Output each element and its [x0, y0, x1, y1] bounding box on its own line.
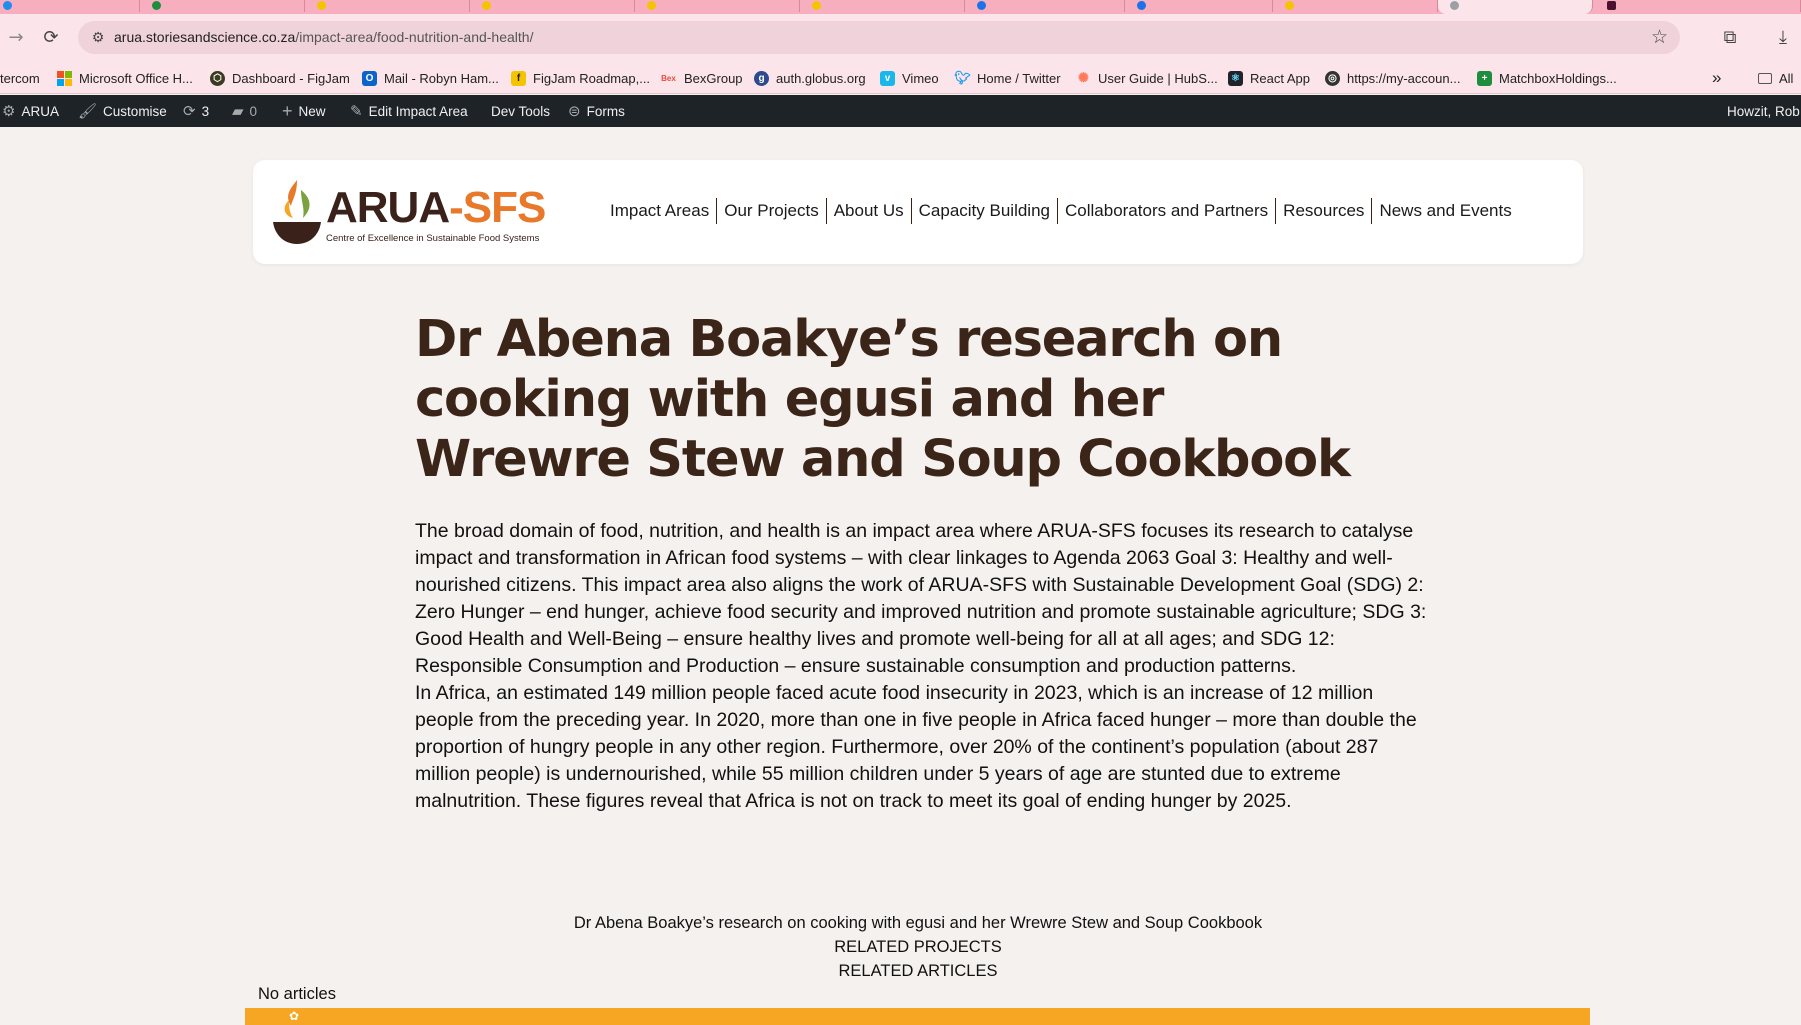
- bookmark-item[interactable]: [1325, 68, 1460, 88]
- bookmark-item[interactable]: [362, 68, 499, 88]
- admin-new-link[interactable]: [282, 95, 326, 127]
- bookmark-item[interactable]: [754, 68, 866, 88]
- site-settings-icon[interactable]: ⚙: [91, 30, 105, 46]
- hubspot-icon: ✺: [1078, 70, 1089, 85]
- bookmarks-bar: [0, 62, 1801, 94]
- related-projects-heading: RELATED PROJECTS: [834, 938, 1002, 956]
- admin-site-name: ARUA: [21, 103, 59, 119]
- browser-tab[interactable]: [1125, 0, 1273, 12]
- bowl-flame-icon: [271, 178, 323, 248]
- bookmark-label: Mail - Robyn Ham...: [384, 70, 499, 86]
- updates-count: 3: [201, 103, 210, 119]
- site-dashboard-icon: ⚙: [2, 103, 16, 120]
- bookmark-item[interactable]: [660, 68, 743, 88]
- bookmark-star-icon[interactable]: ☆: [1650, 26, 1668, 48]
- folder-icon: [1758, 73, 1772, 84]
- extensions-icon[interactable]: ⧉: [1723, 26, 1737, 48]
- browser-tab-active[interactable]: [1438, 0, 1593, 14]
- featured-title[interactable]: Dr Abena Boakye’s research on cooking with egusi and her Wrewre Stew and Soup Cookbook: [573, 914, 1263, 932]
- nav-news-events[interactable]: News and Events: [1379, 201, 1512, 220]
- vimeo-icon: v: [880, 71, 895, 86]
- admin-forms-label: Forms: [586, 103, 625, 119]
- bookmark-label: User Guide | HubS...: [1098, 70, 1218, 86]
- admin-forms-link[interactable]: [568, 95, 625, 127]
- nav-impact-areas[interactable]: Impact Areas: [610, 201, 710, 220]
- download-icon[interactable]: ⤓: [1779, 26, 1787, 48]
- bookmark-label: FigJam Roadmap,...: [533, 70, 651, 86]
- address-url[interactable]: [114, 29, 533, 45]
- pencil-icon: ✎: [350, 103, 363, 120]
- bookmark-label: tercom: [0, 70, 40, 86]
- admin-account-link[interactable]: [1727, 95, 1800, 127]
- bookmark-label: Microsoft Office H...: [79, 70, 193, 86]
- more-bookmarks-icon[interactable]: »: [1712, 68, 1722, 87]
- admin-customise-link[interactable]: [78, 95, 167, 127]
- admin-new-label: New: [298, 103, 326, 119]
- browser-tab[interactable]: [470, 0, 635, 12]
- sheets-icon: +: [1477, 71, 1492, 86]
- figjam-icon: f: [511, 71, 526, 86]
- browser-tab[interactable]: [0, 0, 140, 12]
- bookmark-label: auth.globus.org: [776, 70, 866, 86]
- brush-icon: 🖌︎: [78, 103, 98, 120]
- admin-updates-link[interactable]: [183, 95, 209, 127]
- wp-admin-bar: [0, 95, 1801, 127]
- article-paragraph: The broad domain of food, nutrition, and health is an impact area where ARUA-SFS focuses its research to catalyse impact and transformation in African food systems – with clear linkages to Agenda 2063 Goal 3: Healthy and well-nourished citizens. This impact area also aligns the work of ARUA-SFS with Sustainable Development Goal (SDG) 2: Zero Hunger – end hunger, achieve food security and improved nutrition and promote sustainable agriculture; SDG 3: Good Health and Well-Being – ensure healthy lives and promote well-being for all at all ages; and SDG 12: Responsible Consumption and Production – ensure sustainable consumption and production patterns.: [415, 520, 1427, 677]
- bookmark-item[interactable]: [955, 68, 1061, 88]
- admin-site-link[interactable]: [2, 95, 59, 127]
- footer: [245, 1008, 1590, 1025]
- bookmark-item[interactable]: [1228, 68, 1310, 88]
- browser-tab[interactable]: [140, 0, 305, 12]
- globe-icon: ◎: [1325, 71, 1340, 86]
- bex-icon: Bex: [661, 73, 676, 83]
- updates-icon: ⟳: [183, 103, 196, 120]
- admin-customise-label: Customise: [103, 103, 167, 119]
- comment-icon: ▰: [232, 103, 244, 120]
- nav-collaborators-partners[interactable]: Collaborators and Partners: [1065, 201, 1269, 220]
- twitter-icon: 🐦︎: [954, 70, 971, 85]
- browser-tab-strip: [0, 0, 1801, 14]
- admin-devtools-link[interactable]: [491, 95, 550, 127]
- bookmark-item[interactable]: [210, 68, 350, 88]
- related-articles-heading: RELATED ARTICLES: [838, 962, 998, 980]
- url-host: arua.storiesandscience.co.za: [114, 29, 296, 45]
- admin-comments-link[interactable]: [232, 95, 257, 127]
- browser-tab[interactable]: [635, 0, 800, 12]
- microsoft-icon: [57, 71, 72, 86]
- site-logo[interactable]: [271, 178, 546, 250]
- logo-text-sfs: -SFS: [449, 183, 546, 232]
- admin-edit-label: Edit Impact Area: [368, 103, 468, 119]
- globus-icon: g: [754, 71, 769, 86]
- address-bar[interactable]: [78, 21, 1680, 54]
- bookmark-label: Vimeo: [902, 70, 939, 86]
- forms-icon: ⊜: [568, 103, 581, 120]
- bookmark-item[interactable]: [880, 68, 939, 88]
- reload-icon[interactable]: ⟳: [43, 26, 59, 48]
- plus-icon: +: [282, 100, 293, 121]
- bookmark-item[interactable]: [1477, 68, 1617, 88]
- browser-tab[interactable]: [1273, 0, 1438, 12]
- admin-greeting: Howzit, Rob: [1727, 103, 1800, 119]
- browser-tab[interactable]: [1593, 0, 1801, 12]
- browser-tab[interactable]: [305, 0, 470, 12]
- nav-our-projects[interactable]: Our Projects: [724, 201, 819, 220]
- bookmark-label: Dashboard - FigJam: [232, 70, 350, 86]
- comments-count: 0: [249, 103, 258, 119]
- logo-tagline: Centre of Excellence in Sustainable Food Systems: [326, 233, 540, 244]
- bookmark-item[interactable]: [57, 68, 193, 88]
- browser-toolbar: [0, 14, 1801, 62]
- nav-resources[interactable]: Resources: [1283, 201, 1365, 220]
- admin-edit-link[interactable]: [350, 95, 468, 127]
- forward-icon[interactable]: →: [8, 26, 24, 48]
- bookmark-label: BexGroup: [684, 70, 743, 86]
- site-header: [253, 160, 1583, 264]
- logo-text-arua: ARUA: [326, 183, 450, 232]
- nav-about-us[interactable]: About Us: [833, 201, 904, 220]
- article-body: [415, 518, 1430, 815]
- article-paragraph: In Africa, an estimated 149 million people faced acute food insecurity in 2023, which is an increase of 12 million people from the preceding year. In 2020, more than one in five people in Africa faced hunger – more than double the proportion of hungry people in any other region. Furthermore, over 20% of the continent’s population (about 287 million people) is undernourished, while 55 million children under 5 years of age are stunted due to extreme malnutrition. These figures reveal that Africa is not on track to meet its goal of ending hunger by 2025.: [415, 682, 1417, 812]
- bookmark-label: React App: [1250, 70, 1310, 86]
- nav-capacity-building[interactable]: Capacity Building: [918, 201, 1050, 220]
- bookmark-label: Home / Twitter: [977, 70, 1061, 86]
- no-articles-text: No articles: [258, 985, 336, 1003]
- react-icon: ⚛: [1228, 71, 1243, 86]
- url-path: /impact-area/food-nutrition-and-health/: [295, 29, 534, 45]
- footer-logo-icon: ✿: [289, 1009, 300, 1023]
- figjam-hex-icon: ⬡: [210, 71, 225, 86]
- bookmark-label: All: [1779, 70, 1794, 86]
- admin-devtools-label: Dev Tools: [491, 103, 551, 119]
- bookmark-label: MatchboxHoldings...: [1499, 70, 1617, 86]
- outlook-icon: O: [362, 71, 377, 86]
- page-title: Dr Abena Boakye’s research on cooking with egusi and her Wrewre Stew and Soup Cookbook: [415, 310, 1350, 489]
- bookmark-item[interactable]: [511, 68, 650, 88]
- main-navigation: [603, 198, 1519, 224]
- logo-wordmark: [326, 183, 546, 232]
- browser-tab[interactable]: [965, 0, 1125, 12]
- browser-tab[interactable]: [800, 0, 965, 12]
- all-bookmarks-folder[interactable]: [1758, 68, 1793, 88]
- bookmark-label: https://my-accoun...: [1347, 70, 1461, 86]
- bookmark-item[interactable]: [0, 68, 40, 88]
- bookmark-item[interactable]: [1076, 68, 1218, 88]
